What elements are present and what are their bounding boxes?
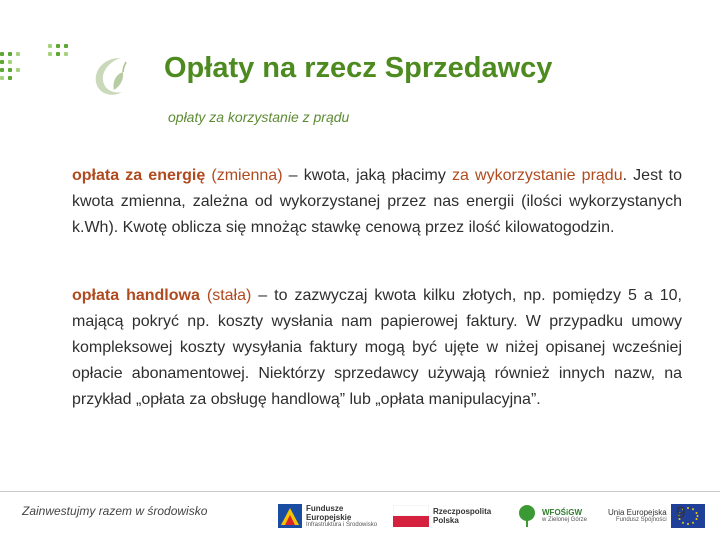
term-energy-fee: opłata za energię (72, 167, 206, 184)
eu-small: Fundusz Spójności (616, 517, 667, 523)
funds-small: Infrastruktura i Środowisko (306, 521, 378, 528)
page-subtitle: opłaty za korzystanie z prądu (168, 109, 350, 125)
funds-line1: Fundusze (306, 503, 344, 513)
term-trade-fee: opłata handlowa (72, 287, 200, 304)
wfosigw-name: WFOŚiGW (542, 508, 582, 517)
poland-line1: Rzeczpospolita (433, 507, 492, 516)
decorative-dot-grid (0, 44, 72, 94)
wfosigw-logo (516, 499, 587, 533)
paragraph-text: – to zazwyczaj kwota kilku złotych, np. pomiędzy 5 a 10, mającą pokryć np. koszty wysłania nam papierowej faktury. W przypadku umowy kompleksowej koszty wysyłania faktury mogą być ujęte w niżej opisanej wcześniej opłacie abonamentowej. Niektórzy sprzedawcy używają również innych nazw, na przykład „opłata za obsługę handlową” lub „opłata manipulacyjna”. (72, 287, 682, 408)
funds-icon (278, 504, 302, 528)
qualifier-fixed: (stała) (206, 287, 252, 304)
poland-line2: Polska (433, 516, 459, 525)
page-title: Opłaty na rzecz Sprzedawcy (164, 52, 553, 84)
page-number: 9 (676, 503, 686, 522)
poland-logo (393, 499, 491, 533)
highlight-usage: za wykorzystanie prądu (452, 167, 623, 184)
paragraph-trade-fee (72, 283, 682, 413)
funds-logo (278, 499, 377, 533)
footer-divider (0, 491, 720, 492)
leaf-logo-icon (90, 52, 134, 100)
tree-icon (516, 504, 538, 528)
eu-line1: Unia Europejska (608, 508, 667, 517)
footer-slogan: Zainwestujmy razem w środowisko (22, 504, 208, 518)
funds-line2: Europejskie (306, 512, 352, 522)
qualifier-variable: (zmienna) (211, 167, 283, 184)
polish-flag-icon (393, 505, 429, 527)
paragraph-energy-fee (72, 163, 682, 241)
paragraph-text: – kwota, jaką płacimy (282, 167, 452, 184)
wfosigw-small: w Zielonej Górze (542, 517, 588, 523)
eu-logo (608, 499, 705, 533)
paragraph-text: . Jest to kwota zmienna, zależna od wykorzystanej przez nas energii (ilości wykorzystanych k.Wh). Kwotę oblicza się mnożąc stawkę cenową przez ilość kilowatogodzin. (72, 167, 683, 236)
